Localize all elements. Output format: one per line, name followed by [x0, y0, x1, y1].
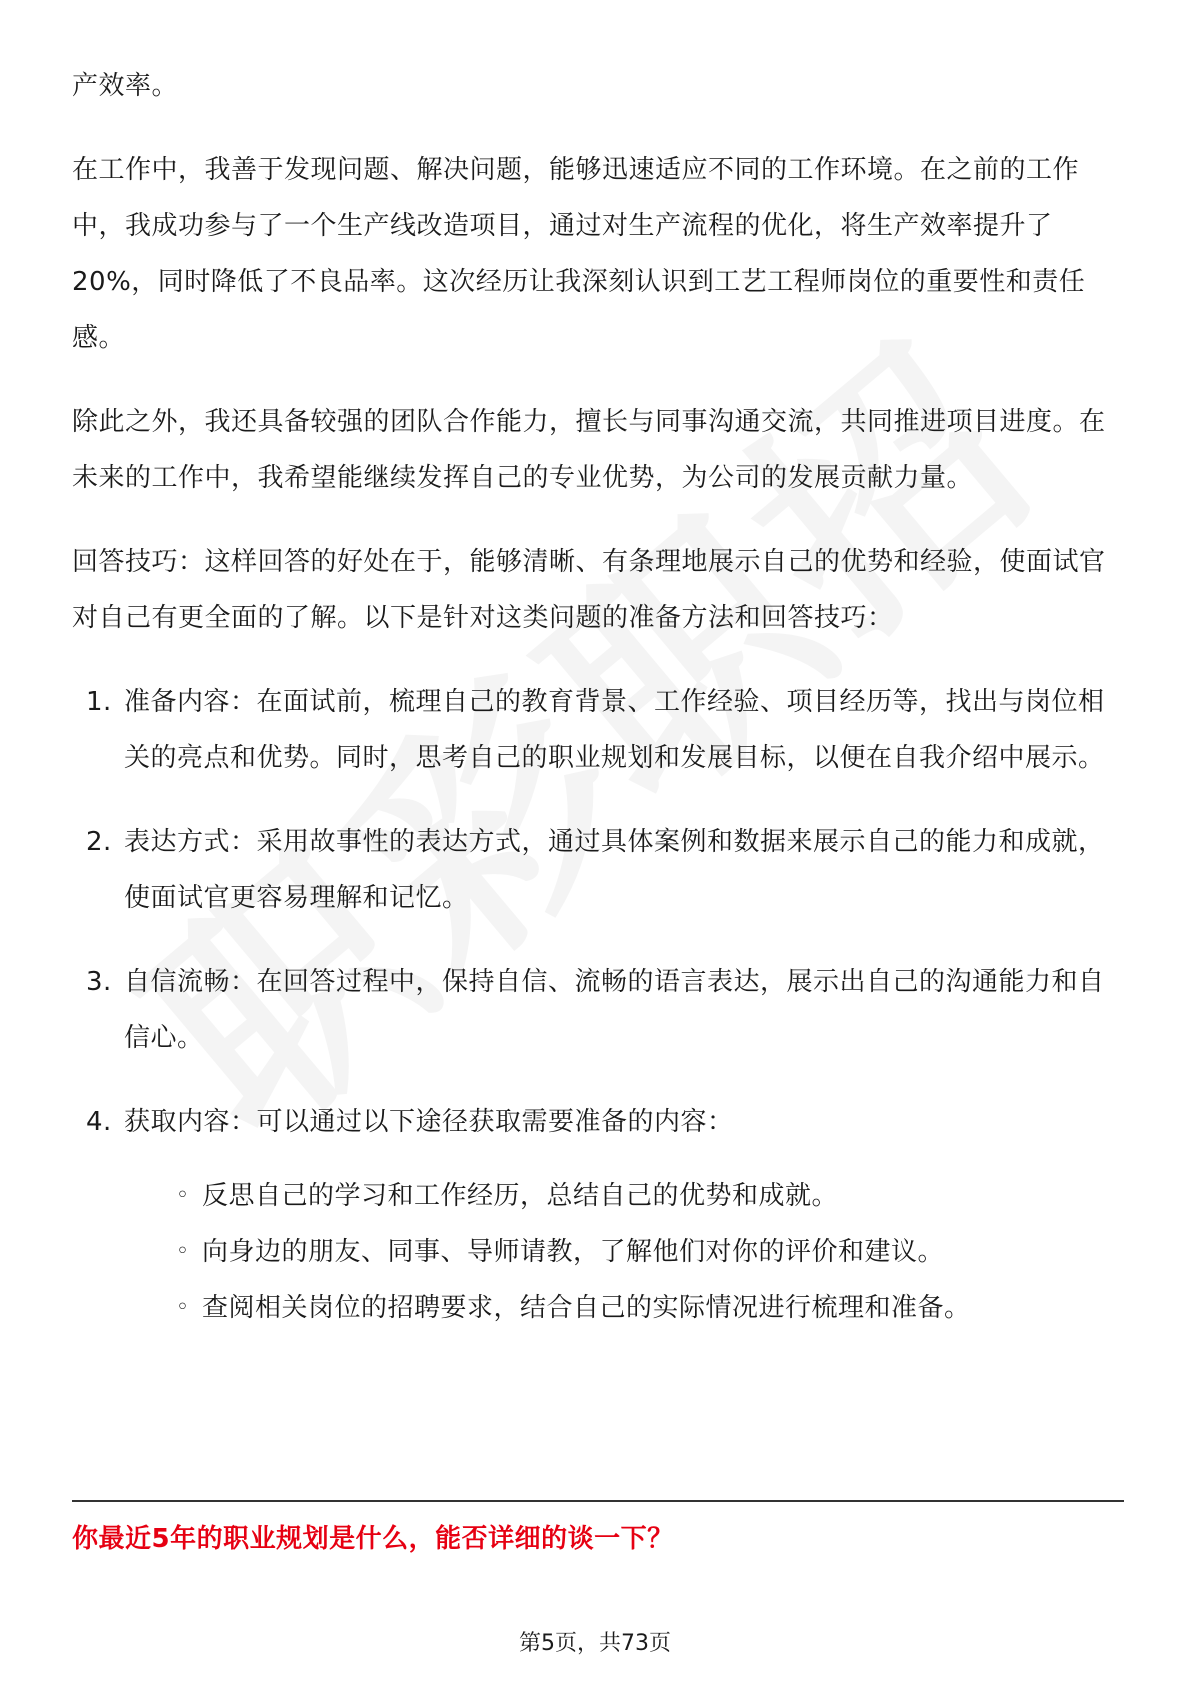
- tip-number: 1.: [86, 687, 112, 717]
- document-body: [72, 58, 1124, 1364]
- sub-item-text: 向身边的朋友、同事、导师请教，了解他们对你的评价和建议。: [202, 1237, 945, 1267]
- next-question-heading: 你最近5年的职业规划是什么，能否详细的谈一下？: [72, 1524, 674, 1554]
- bullet-icon: ◦: [176, 1295, 190, 1320]
- paragraph-answer-tips: 回答技巧：这样回答的好处在于，能够清晰、有条理地展示自己的优势和经验，使面试官对自己有更全面的了解。以下是针对这类问题的准备方法和回答技巧：: [72, 547, 1106, 633]
- tip-text: 准备内容：在面试前，梳理自己的教育背景、工作经验、项目经历等，找出与岗位相关的亮点和优势。同时，思考自己的职业规划和发展目标，以便在自我介绍中展示。: [124, 687, 1105, 773]
- tip-item: [72, 674, 1124, 786]
- sub-item-text: 查阅相关岗位的招聘要求，结合自己的实际情况进行梳理和准备。: [202, 1293, 971, 1323]
- paragraph-teamwork: 除此之外，我还具备较强的团队合作能力，擅长与同事沟通交流，共同推进项目进度。在未来的工作中，我希望能继续发挥自己的专业优势，为公司的发展贡献力量。: [72, 407, 1106, 493]
- tip-item: [72, 814, 1124, 926]
- tip-number: 4.: [86, 1107, 112, 1137]
- bullet-icon: ◦: [176, 1183, 190, 1208]
- tip-item: [72, 954, 1124, 1066]
- page-number: 第5页，共73页: [519, 1631, 671, 1656]
- tip-number: 2.: [86, 827, 112, 857]
- tip-number: 3.: [86, 967, 112, 997]
- sub-list-item: [176, 1224, 1124, 1280]
- sub-item-text: 反思自己的学习和工作经历，总结自己的优势和成就。: [202, 1181, 839, 1211]
- tip-text: 获取内容：可以通过以下途径获取需要准备的内容：: [124, 1107, 734, 1137]
- paragraph-continuation: 产效率。: [72, 71, 179, 101]
- bullet-icon: ◦: [176, 1239, 190, 1264]
- tip-text: 自信流畅：在回答过程中，保持自信、流畅的语言表达，展示出自己的沟通能力和自信心。: [124, 967, 1105, 1053]
- tips-list: [72, 674, 1124, 1336]
- sub-list-item: [176, 1280, 1124, 1336]
- tip-item: [72, 1094, 1124, 1336]
- tip-text: 表达方式：采用故事性的表达方式，通过具体案例和数据来展示自己的能力和成就，使面试官更容易理解和记忆。: [124, 827, 1105, 913]
- sub-list-item: [176, 1168, 1124, 1224]
- paragraph-work-experience: 在工作中，我善于发现问题、解决问题，能够迅速适应不同的工作环境。在之前的工作中，我成功参与了一个生产线改造项目，通过对生产流程的优化，将生产效率提升了20%，同时降低了不良品率。这次经历让我深刻认识到工艺工程师岗位的重要性和责任感。: [72, 155, 1086, 353]
- section-divider: [72, 1500, 1124, 1502]
- sub-list: [124, 1168, 1124, 1336]
